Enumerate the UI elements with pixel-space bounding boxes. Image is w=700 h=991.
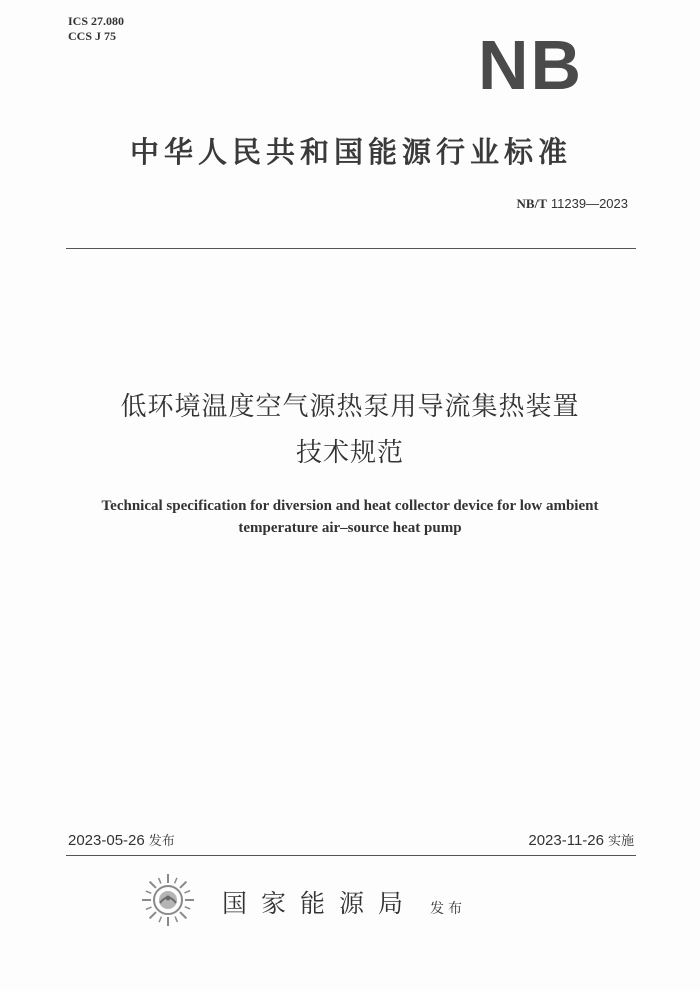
english-title-line-2: temperature air–source heat pump [238, 520, 462, 536]
issue-date-label: 发布 [148, 834, 175, 849]
issue-date-value: 2023-05-26 [68, 832, 145, 849]
standard-number [517, 196, 628, 212]
implementation-date-label: 实施 [607, 834, 634, 849]
issue-date [68, 830, 175, 849]
ccs-code: CCS J 75 [68, 29, 117, 43]
top-divider [66, 248, 636, 249]
english-title-line-1: Technical specification for diversion and heat collector device for low ambient [101, 498, 599, 514]
implementation-date-value: 2023-11-26 [528, 832, 604, 849]
national-emblem-icon [140, 872, 196, 928]
english-title [40, 495, 660, 539]
publisher-name: 国家能源局 [222, 889, 418, 918]
publisher-suffix: 发布 [430, 901, 466, 917]
ics-code: ICS 27.080 [68, 14, 125, 28]
classification-codes [68, 14, 124, 44]
chinese-title [40, 384, 660, 476]
implementation-date [528, 830, 634, 849]
standard-code: 11239—2023 [550, 196, 628, 211]
chinese-title-line-2: 技术规范 [295, 438, 404, 468]
chinese-title-line-1: 低环境温度空气源热泵用导流集热装置 [120, 392, 580, 422]
nb-logo: NB [478, 26, 584, 104]
bottom-divider [66, 855, 636, 856]
standard-prefix: NB/T [516, 196, 547, 211]
organization-title: 中华人民共和国能源行业标准 [129, 135, 572, 169]
